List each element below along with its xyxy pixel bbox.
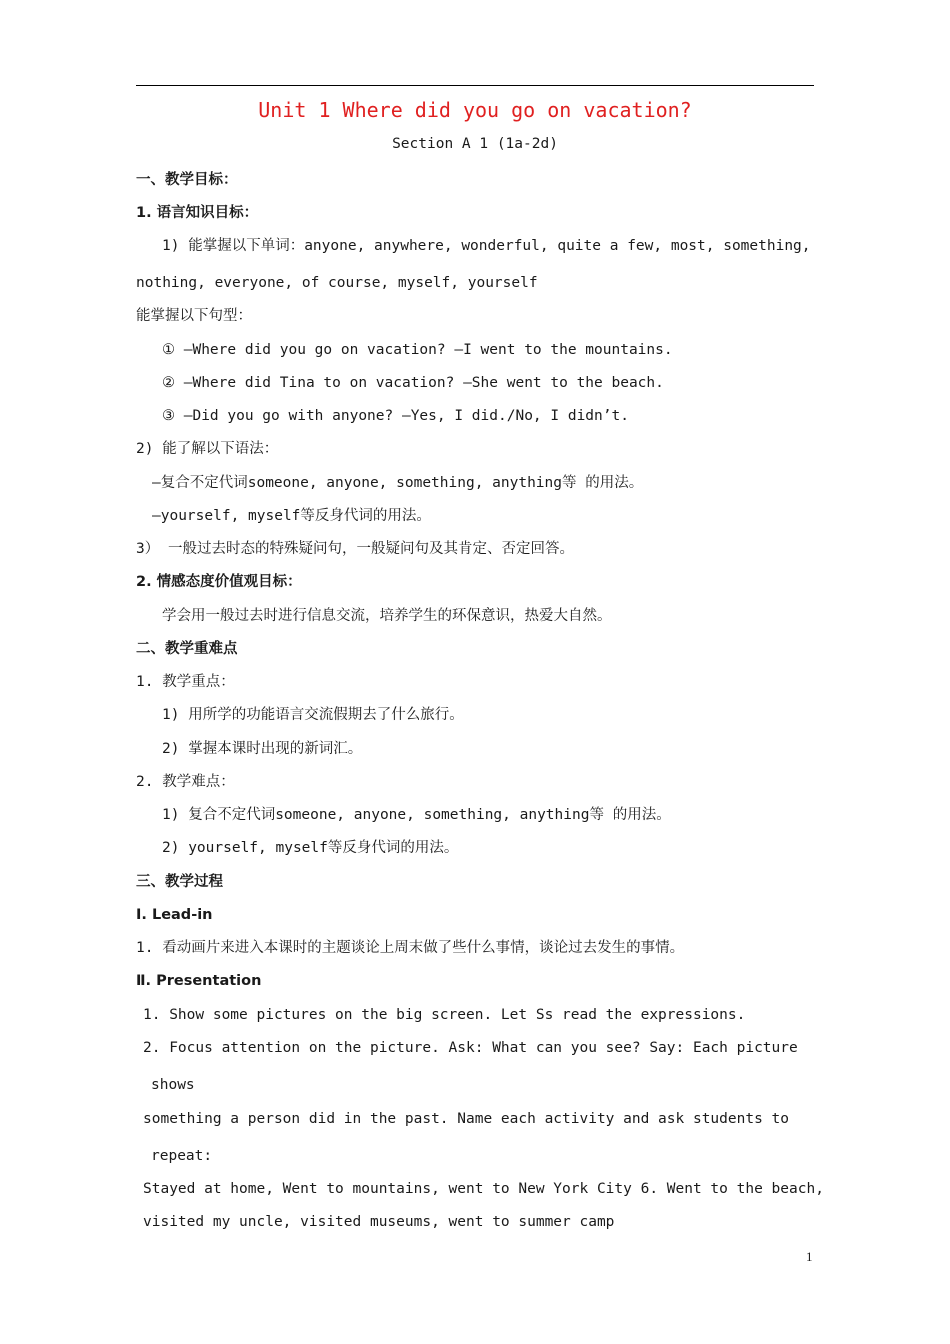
key-point-1: 1) 用所学的功能语言交流假期去了什么旅行。 xyxy=(162,707,464,723)
heading-attitude-goals: 2. 情感态度价值观目标： xyxy=(136,574,302,590)
lead-in-step-1: 1. 看动画片来进入本课时的主题谈论上周末做了些什么事情，谈论过去发生的事情。 xyxy=(136,940,685,956)
grammar-item-1: —复合不定代词someone, anyone, something, anything等 的用法。 xyxy=(152,475,644,491)
heading-teaching-goals: 一、教学目标： xyxy=(136,172,238,188)
presentation-step-2-line4: repeat: xyxy=(151,1148,213,1164)
presentation-step-1: 1. Show some pictures on the big screen. Let Ss read the expressions. xyxy=(143,1007,746,1023)
activity-list: Stayed at home, Went to mountains, went to New York City 6. Went to the beach, xyxy=(143,1181,824,1197)
grammar-item-3: 3） 一般过去时态的特殊疑问句，一般疑问句及其肯定、否定回答。 xyxy=(136,541,574,557)
sentence-patterns-label: 能掌握以下句型： xyxy=(136,308,252,324)
difficulty-2: 2) yourself, myself等反身代词的用法。 xyxy=(162,840,459,856)
difficulties-label: 2. 教学难点： xyxy=(136,774,235,790)
section-subtitle: Section A 1 (1a-2d) xyxy=(392,136,558,152)
attitude-goal-text: 学会用一般过去时进行信息交流，培养学生的环保意识，热爱大自然。 xyxy=(162,608,612,624)
presentation-step-2-line3: something a person did in the past. Name each activity and ask students to xyxy=(143,1111,790,1127)
sentence-pattern-1: ① —Where did you go on vacation? —I went to the mountains. xyxy=(162,342,673,358)
vocab-line: 1) 能掌握以下单词：anyone, anywhere, wonderful, quite a few, most, something, xyxy=(162,238,811,254)
key-points-label: 1. 教学重点： xyxy=(136,674,235,690)
heading-presentation: Ⅱ. Presentation xyxy=(136,973,262,989)
header-rule xyxy=(136,85,814,86)
sentence-pattern-2: ② —Where did Tina to on vacation? —She went to the beach. xyxy=(162,375,664,391)
heading-teaching-process: 三、教学过程 xyxy=(136,874,223,890)
vocab-line-cont: nothing, everyone, of course, myself, yourself xyxy=(136,275,538,291)
heading-language-goals: 1. 语言知识目标： xyxy=(136,205,259,221)
presentation-step-2: 2. Focus attention on the picture. Ask: What can you see? Say: Each picture xyxy=(143,1040,798,1056)
grammar-item-2: —yourself, myself等反身代词的用法。 xyxy=(152,508,431,524)
page-title: Unit 1 Where did you go on vacation? xyxy=(258,98,692,122)
page-number: 1 xyxy=(806,1249,813,1264)
key-point-2: 2) 掌握本课时出现的新词汇。 xyxy=(162,741,363,757)
heading-key-points: 二、教学重难点 xyxy=(136,641,238,657)
presentation-step-2-cont: shows xyxy=(151,1077,195,1093)
heading-lead-in: Ⅰ. Lead-in xyxy=(136,907,213,923)
sentence-pattern-3: ③ —Did you go with anyone? —Yes, I did./No, I didn’t. xyxy=(162,408,629,424)
difficulty-1: 1) 复合不定代词someone, anyone, something, anything等 的用法。 xyxy=(162,807,671,823)
activity-list-cont: visited my uncle, visited museums, went to summer camp xyxy=(143,1214,615,1230)
grammar-label: 2) 能了解以下语法： xyxy=(136,441,279,457)
